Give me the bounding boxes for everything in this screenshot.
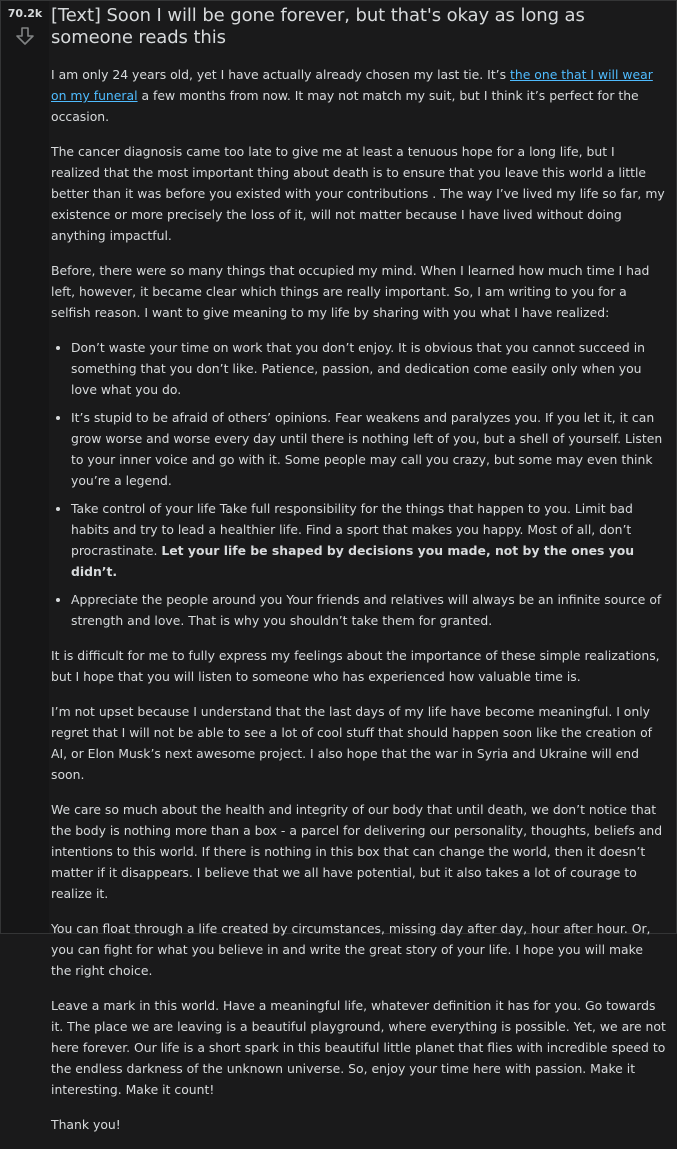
- vote-column: [1, 1, 49, 933]
- paragraph-1-text-after: a few months from now. It may not match my suit, but I think it’s perfect for the occasion.: [51, 88, 639, 124]
- paragraph-1: [51, 64, 666, 127]
- paragraph-9: Thank you!: [51, 1117, 121, 1132]
- post-content: [51, 1, 666, 1149]
- list-item: [71, 498, 666, 582]
- list-item: • Appreciate the people around you Your friends and relatives will always be an infinite source of strength and love. That is why you shouldn’t take them for granted.: [71, 589, 666, 631]
- paragraph-5: I’m not upset because I understand that the last days of my life have become meaningful. I only regret that I will not be able to see a lot of cool stuff that should happen soon like the creation of AI, or Elon Musk’s next awesome project. I also hope that the war in Syria and Ukraine will end soon.: [51, 704, 653, 782]
- post-body: [51, 64, 666, 1135]
- paragraph-8: Leave a mark in this world. Have a meaningful life, whatever definition it has for you. Go towards it. The place we are leaving is a beautiful playground, where everything is possible. Yet, we are not here forever. Our life is a short spark in this beautiful little planet that flies with incredible speed to the endless darkness of the unknown universe. So, enjoy your time here with passion. Make it interesting. Make it count!: [51, 998, 666, 1097]
- paragraph-4: It is difficult for me to fully express my feelings about the importance of these simple realizations, but I hope that you will listen to someone who has experienced how valuable time is.: [51, 648, 660, 684]
- downvote-arrow-icon[interactable]: [14, 25, 36, 47]
- paragraph-6: We care so much about the health and integrity of our body that until death, we don’t notice that the body is nothing more than a box - a parcel for delivering our personality, thoughts, beliefs and intentions to this world. If there is nothing in this box that can change the world, then it doesn’t matter if it disappears. I believe that we all have potential, but it also takes a lot of courage to realize it.: [51, 802, 663, 901]
- vote-score: 70.2k: [7, 7, 43, 20]
- paragraph-2: The cancer diagnosis came too late to give me at least a tenuous hope for a long life, but I realized that the most important thing about death is to ensure that you leave this world a little better than it was before you existed with your contributions . The way I’ve lived my life so far, my existence or more precisely the loss of it, will not matter because I have lived without doing anything impactful.: [51, 144, 665, 243]
- list-item: • Don’t waste your time on work that you don’t enjoy. It is obvious that you cannot succeed in something that you don’t like. Patience, passion, and dedication come easily only when you love what you do.: [71, 337, 666, 400]
- paragraph-1-text-before: I am only 24 years old, yet I have actually already chosen my last tie. It’s: [51, 67, 511, 82]
- funeral-tie-link[interactable]: the one that I will wear on my funeral: [51, 67, 653, 103]
- realizations-list: [51, 337, 666, 631]
- list-item-text: Take control of your life Take full responsibility for the things that happen to you. Limit bad habits and try to lead a healthier life. Find a sport that makes you happy. Most of all, don’t procrastinate.: [71, 501, 633, 558]
- paragraph-3: Before, there were so many things that occupied my mind. When I learned how much time I had left, however, it became clear which things are really important. So, I am writing to you for a selfish reason. I want to give meaning to my life by sharing with you what I have realized:: [51, 263, 650, 320]
- post-title[interactable]: [Text] Soon I will be gone forever, but that's okay as long as someone reads this: [51, 5, 585, 48]
- list-item: • It’s stupid to be afraid of others’ opinions. Fear weakens and paralyzes you. If you let it, it can grow worse and worse every day until there is nothing left of you, but a shell of yourself. Listen to your inner voice and go with it. Some people may call you crazy, but some may even think you’re a legend.: [71, 407, 666, 491]
- list-item-bold-text: Let your life be shaped by decisions you made, not by the ones you didn’t.: [71, 543, 635, 579]
- paragraph-7: You can float through a life created by circumstances, missing day after day, hour after hour. Or, you can fight for what you believe in and write the great story of your life. I hope you will make the right choice.: [51, 921, 651, 978]
